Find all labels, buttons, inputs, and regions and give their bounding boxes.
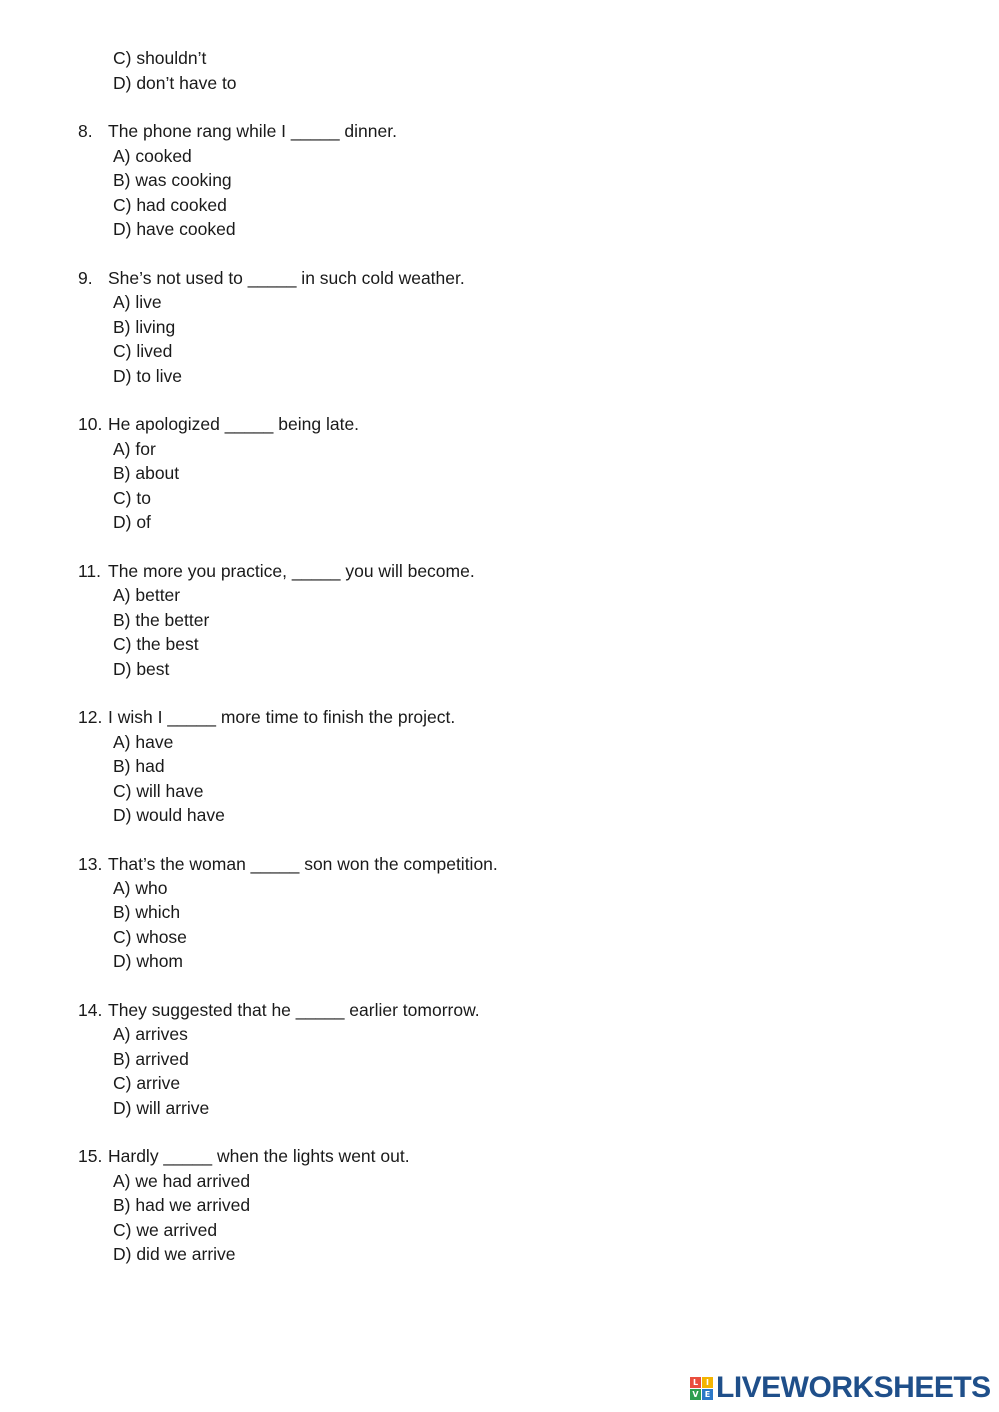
question-text: I wish I _____ more time to finish the project. xyxy=(108,707,456,727)
logo-mark-letter: E xyxy=(702,1389,713,1400)
question-number: 13. xyxy=(78,854,103,874)
option-b: B) about xyxy=(113,463,180,483)
question-number: 11. xyxy=(78,561,102,581)
option-d: D) would have xyxy=(113,805,225,825)
option-c: C) will have xyxy=(113,781,204,801)
question-text: He apologized _____ being late. xyxy=(108,414,360,434)
option-b: B) living xyxy=(113,317,176,337)
option-7d: D) don’t have to xyxy=(113,73,237,93)
option-7c: C) shouldn’t xyxy=(113,48,207,68)
option-d: D) will arrive xyxy=(113,1098,210,1118)
option-c: C) lived xyxy=(113,341,173,361)
option-d: D) did we arrive xyxy=(113,1244,236,1264)
option-b: B) the better xyxy=(113,610,210,630)
question-text: Hardly _____ when the lights went out. xyxy=(108,1146,410,1166)
question-text: The more you practice, _____ you will become. xyxy=(108,561,475,581)
logo-mark-letter: L xyxy=(690,1377,701,1388)
logo-mark-letter: V xyxy=(690,1389,701,1400)
question-number: 12. xyxy=(78,707,103,727)
option-d: D) whom xyxy=(113,951,184,971)
option-a: A) who xyxy=(113,878,168,898)
question-text: She’s not used to _____ in such cold weather. xyxy=(108,268,465,288)
option-a: A) better xyxy=(113,585,181,605)
option-a: A) have xyxy=(113,732,174,752)
option-c: C) arrive xyxy=(113,1073,181,1093)
question-number: 10. xyxy=(78,414,103,434)
option-c: C) whose xyxy=(113,927,187,947)
question-text: That’s the woman _____ son won the competition. xyxy=(108,854,498,874)
option-b: B) had we arrived xyxy=(113,1195,251,1215)
question-number: 14. xyxy=(78,1000,103,1020)
question-number: 9. xyxy=(78,268,93,288)
question-text: The phone rang while I _____ dinner. xyxy=(108,121,397,141)
option-d: D) best xyxy=(113,659,170,679)
option-b: B) which xyxy=(113,902,181,922)
option-d: D) of xyxy=(113,512,151,532)
option-a: A) cooked xyxy=(113,146,192,166)
logo-text: LIVEWORKSHEETS xyxy=(716,1371,991,1404)
option-b: B) was cooking xyxy=(113,170,232,190)
question-number: 15. xyxy=(78,1146,103,1166)
option-c: C) we arrived xyxy=(113,1220,218,1240)
option-a: A) live xyxy=(113,292,162,312)
question-number: 8. xyxy=(78,121,93,141)
question-text: They suggested that he _____ earlier tomorrow. xyxy=(108,1000,480,1020)
option-b: B) had xyxy=(113,756,165,776)
logo-mark-icon xyxy=(690,1377,713,1400)
option-d: D) to live xyxy=(113,366,183,386)
option-b: B) arrived xyxy=(113,1049,189,1069)
option-d: D) have cooked xyxy=(113,219,236,239)
option-a: A) we had arrived xyxy=(113,1171,251,1191)
option-c: C) had cooked xyxy=(113,195,227,215)
option-a: A) for xyxy=(113,439,156,459)
option-c: C) the best xyxy=(113,634,199,654)
option-a: A) arrives xyxy=(113,1024,188,1044)
liveworksheets-logo xyxy=(690,1371,991,1405)
logo-mark-letter: I xyxy=(702,1377,713,1388)
option-c: C) to xyxy=(113,488,151,508)
